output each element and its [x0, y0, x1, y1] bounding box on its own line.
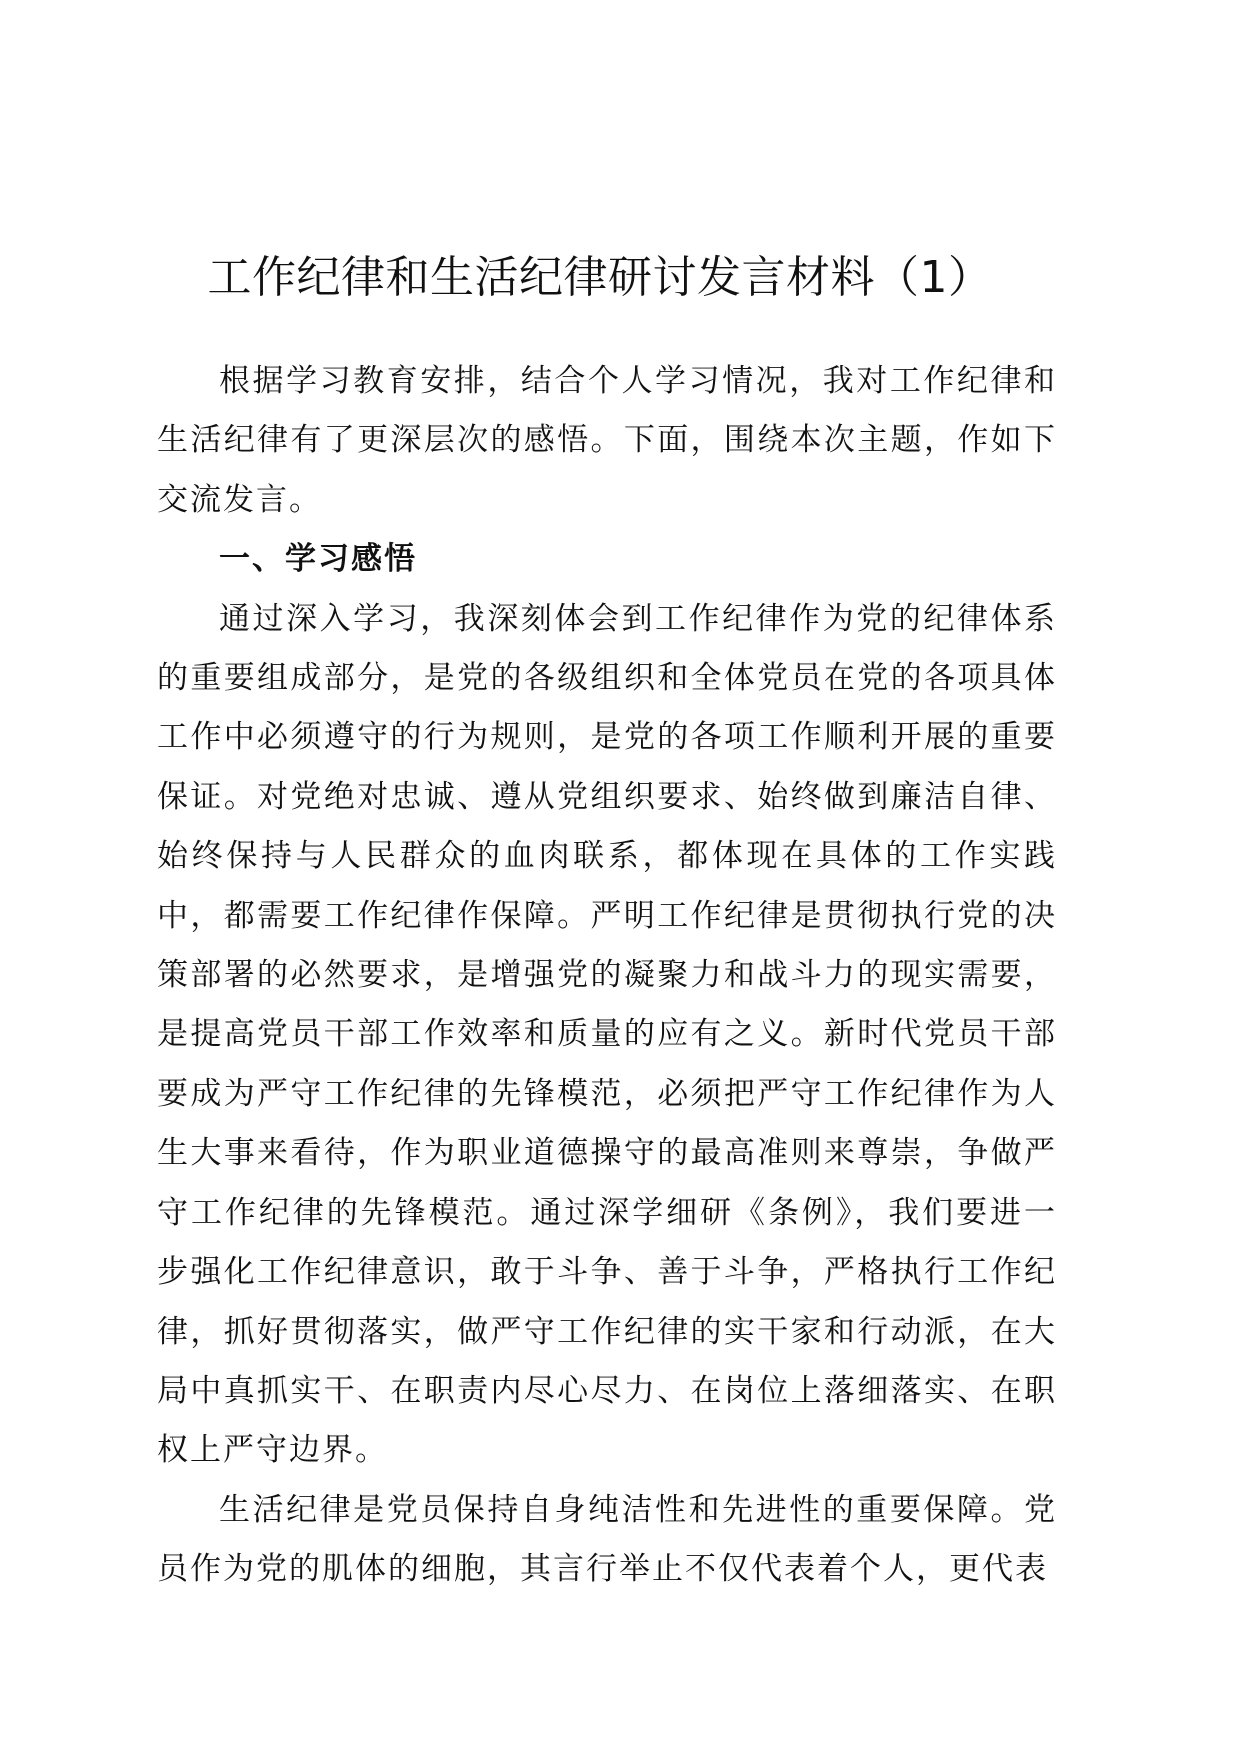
- paragraph-life-discipline: 生活纪律是党员保持自身纯洁性和先进性的重要保障。党员作为党的肌体的细胞，其言行举止不仅代表着个人，更代表: [157, 1491, 1057, 1588]
- document-title: 工作纪律和生活纪律研讨发言材料（1）: [207, 252, 993, 303]
- paragraph-work-discipline: 通过深入学习，我深刻体会到工作纪律作为党的纪律体系的重要组成部分，是党的各级组织和全体党员在党的各项具体工作中必须遵守的行为规则，是党的各项工作顺利开展的重要保证。对党绝对忠诚、遵从党组织要求、始终做到廉洁自律、始终保持与人民群众的血肉联系，都体现在具体的工作实践中，都需要工作纪律作保障。严明工作纪律是贯彻执行党的决策部署的必然要求，是增强党的凝聚力和战斗力的现实需要，是提高党员干部工作效率和质量的应有之义。新时代党员干部要成为严守工作纪律的先锋模范，必须把严守工作纪律作为人生大事来看待，作为职业道德操守的最高准则来尊崇，争做严守工作纪律的先锋模范。通过深学细研《条例》，我们要进一步强化工作纪律意识，敢于斗争、善于斗争，严格执行工作纪律，抓好贯彻落实，做严守工作纪律的实干家和行动派，在大局中真抓实干、在职责内尽心尽力、在岗位上落细落实、在职权上严守边界。: [157, 600, 1057, 1469]
- document-body: [157, 352, 1057, 1600]
- intro-paragraph: 根据学习教育安排，结合个人学习情况，我对工作纪律和生活纪律有了更深层次的感悟。下面，围绕本次主题，作如下交流发言。: [157, 363, 1057, 518]
- section-heading-learning: 一、学习感悟: [219, 541, 417, 578]
